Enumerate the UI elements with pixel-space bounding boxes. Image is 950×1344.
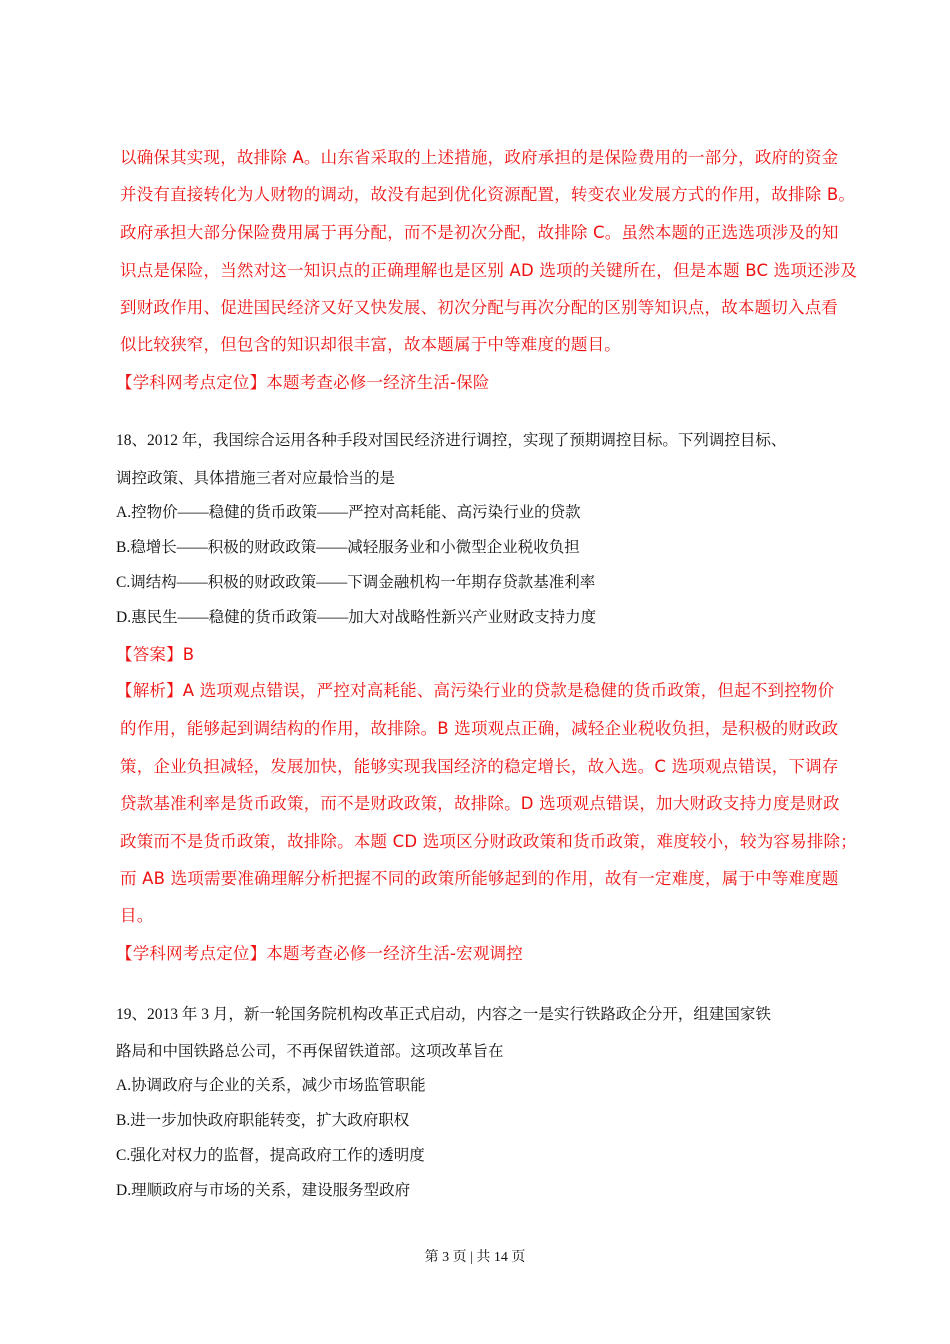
option-d: D.理顺政府与市场的关系，建设服务型政府 (116, 1182, 411, 1199)
knowledge-location: 【学科网考点定位】本题考查必修一经济生活-宏观调控 (116, 944, 523, 963)
analysis-line: 并没有直接转化为人财物的调动，故没有起到优化资源配置，转变农业发展方式的作用，故排除 B。 (120, 185, 856, 204)
analysis-line: 似比较狭窄，但包含的知识却很丰富，故本题属于中等难度的题目。 (120, 335, 621, 354)
question-stem: 路局和中国铁路总公司，不再保留铁道部。这项改革旨在 (116, 1043, 504, 1060)
knowledge-location: 【学科网考点定位】本题考查必修一经济生活-保险 (116, 373, 490, 392)
option-b: B.进一步加快政府职能转变，扩大政府职权 (116, 1112, 410, 1129)
analysis-line: 策，企业负担减轻，发展加快，能够实现我国经济的稳定增长，故入选。C 选项观点错误，下调存 (120, 757, 839, 776)
analysis-line: 的作用，能够起到调结构的作用，故排除。B 选项观点正确，减轻企业税收负担，是积极的财政政 (120, 719, 839, 738)
analysis-line: 以确保其实现，故排除 A。山东省采取的上述措施，政府承担的是保险费用的一部分，政府的资金 (120, 148, 839, 167)
question-stem: 18、2012 年，我国综合运用各种手段对国民经济进行调控，实现了预期调控目标。下列调控目标、 (116, 432, 787, 449)
option-c: C.强化对权力的监督，提高政府工作的透明度 (116, 1147, 425, 1164)
option-a: A.控物价——稳健的货币政策——严控对高耗能、高污染行业的贷款 (116, 504, 581, 521)
analysis-line: 政府承担大部分保险费用属于再分配，而不是初次分配，故排除 C。虽然本题的正选选项涉及的知 (120, 223, 839, 242)
option-a: A.协调政府与企业的关系，减少市场监管职能 (116, 1077, 426, 1094)
analysis-line: 到财政作用、促进国民经济又好又快发展、初次分配与再次分配的区别等知识点，故本题切入点看 (120, 298, 839, 317)
analysis-line: 政策而不是货币政策，故排除。本题 CD 选项区分财政政策和货币政策，难度较小，较为容易排除； (120, 832, 857, 851)
question-stem: 调控政策、具体措施三者对应最恰当的是 (116, 470, 396, 487)
analysis-line: 目。 (120, 906, 154, 925)
analysis-line: 【解析】A 选项观点错误，严控对高耗能、高污染行业的贷款是稳健的货币政策，但起不到控物价 (116, 681, 835, 700)
option-c: C.调结构——积极的财政政策——下调金融机构一年期存贷款基准利率 (116, 574, 596, 591)
analysis-line: 贷款基准利率是货币政策，而不是财政政策，故排除。D 选项观点错误，加大财政支持力度是财政 (120, 794, 840, 813)
option-b: B.稳增长——积极的财政政策——减轻服务业和小微型企业税收负担 (116, 539, 580, 556)
page-footer: 第 3 页 | 共 14 页 (424, 1250, 526, 1265)
analysis-line: 识点是保险，当然对这一知识点的正确理解也是区别 AD 选项的关键所在，但是本题 BC 选项还涉及 (120, 261, 858, 280)
option-d: D.惠民生——稳健的货币政策——加大对战略性新兴产业财政支持力度 (116, 609, 597, 626)
answer: 【答案】B (116, 645, 195, 664)
question-stem: 19、2013 年 3 月，新一轮国务院机构改革正式启动，内容之一是实行铁路政企分开，组建国家铁 (116, 1006, 771, 1023)
analysis-line: 而 AB 选项需要准确理解分析把握不同的政策所能够起到的作用，故有一定难度，属于中等难度题 (120, 869, 839, 888)
